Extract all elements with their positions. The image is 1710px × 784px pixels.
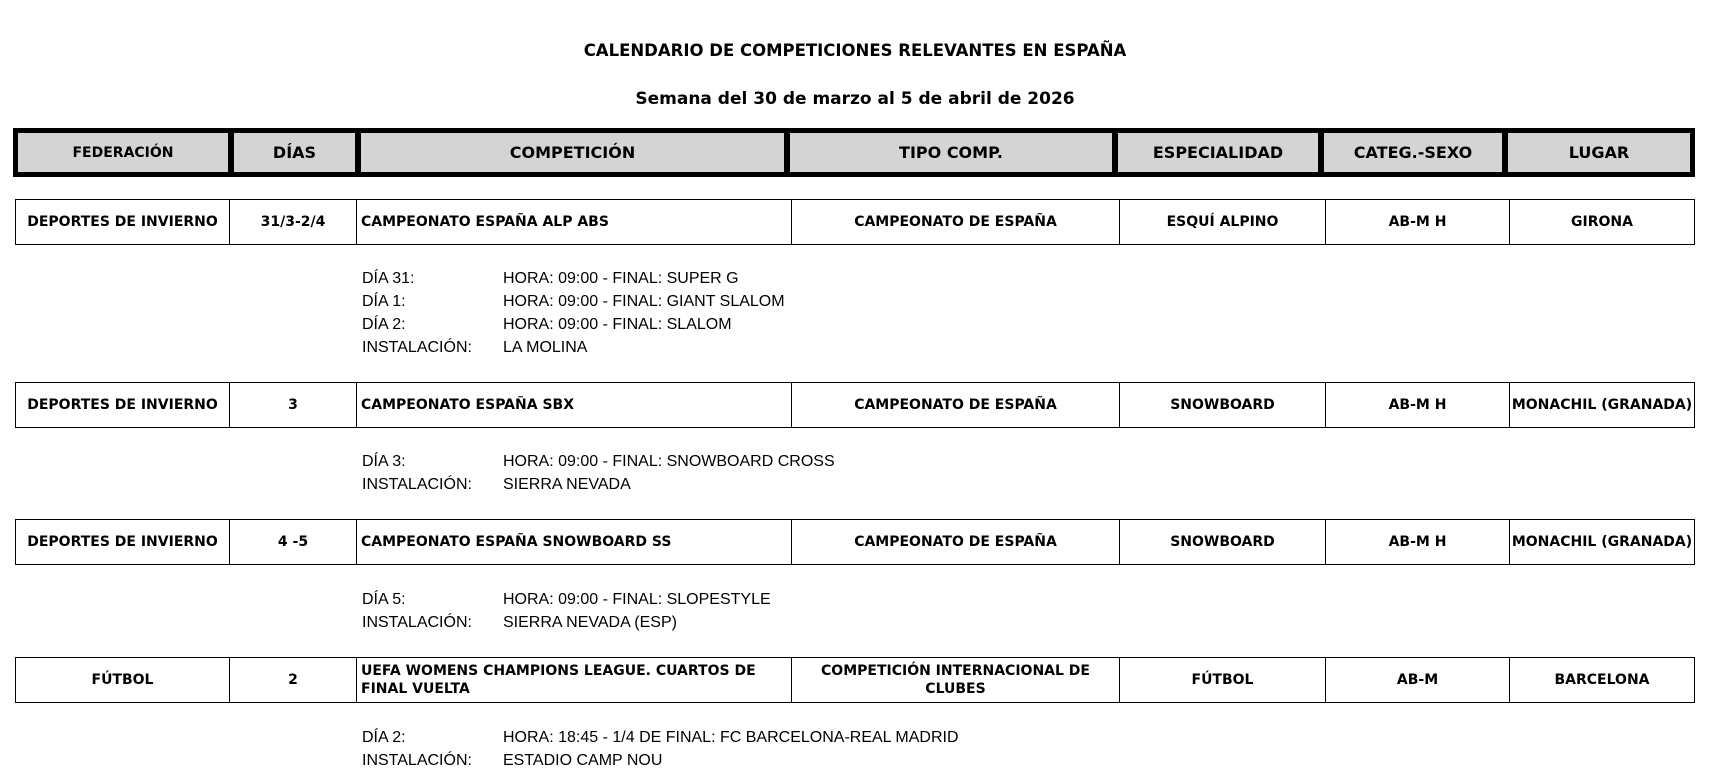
cell-lugar: BARCELONA: [1509, 658, 1695, 702]
detail-value: HORA: 09:00 - FINAL: SUPER G: [503, 270, 739, 287]
cell-especialidad: FÚTBOL: [1119, 658, 1325, 702]
header-competicion: COMPETICIÓN: [361, 133, 784, 172]
header-especialidad: ESPECIALIDAD: [1118, 133, 1318, 172]
detail-value: HORA: 09:00 - FINAL: SNOWBOARD CROSS: [503, 453, 835, 470]
table-row: [15, 382, 1695, 428]
cell-dias: 4 -5: [229, 520, 356, 564]
cell-lugar: MONACHIL (GRANADA): [1509, 520, 1695, 564]
cell-federacion: DEPORTES DE INVIERNO: [15, 383, 229, 427]
cell-competicion: CAMPEONATO ESPAÑA SNOWBOARD SS: [356, 520, 791, 564]
cell-tipo: CAMPEONATO DE ESPAÑA: [791, 200, 1119, 244]
cell-categoria: AB-M: [1325, 658, 1509, 702]
detail-label: INSTALACIÓN:: [362, 752, 472, 769]
cell-tipo: CAMPEONATO DE ESPAÑA: [791, 520, 1119, 564]
cell-lugar: GIRONA: [1509, 200, 1695, 244]
detail-value: HORA: 09:00 - FINAL: SLOPESTYLE: [503, 591, 771, 608]
header-categ-sexo: CATEG.-SEXO: [1324, 133, 1502, 172]
detail-label: DÍA 2:: [362, 316, 406, 333]
cell-categoria: AB-M H: [1325, 383, 1509, 427]
detail-value: HORA: 09:00 - FINAL: SLALOM: [503, 316, 732, 333]
header-lugar: LUGAR: [1508, 133, 1690, 172]
table-row: [15, 199, 1695, 245]
detail-label: INSTALACIÓN:: [362, 476, 472, 493]
table-row: [15, 657, 1695, 703]
cell-tipo: CAMPEONATO DE ESPAÑA: [791, 383, 1119, 427]
detail-label: INSTALACIÓN:: [362, 339, 472, 356]
table-header: [13, 128, 1695, 177]
cell-especialidad: SNOWBOARD: [1119, 520, 1325, 564]
detail-label: DÍA 2:: [362, 729, 406, 746]
header-tipo-comp: TIPO COMP.: [790, 133, 1112, 172]
detail-value: HORA: 18:45 - 1/4 DE FINAL: FC BARCELONA-REAL MADRID: [503, 729, 959, 746]
table-row: [15, 519, 1695, 565]
detail-value: SIERRA NEVADA: [503, 476, 631, 493]
cell-dias: 31/3-2/4: [229, 200, 356, 244]
detail-label: DÍA 1:: [362, 293, 406, 310]
cell-federacion: DEPORTES DE INVIERNO: [15, 520, 229, 564]
header-dias: DÍAS: [234, 133, 355, 172]
detail-value: HORA: 09:00 - FINAL: GIANT SLALOM: [503, 293, 785, 310]
cell-competicion: CAMPEONATO ESPAÑA SBX: [356, 383, 791, 427]
cell-lugar: MONACHIL (GRANADA): [1509, 383, 1695, 427]
cell-competicion: CAMPEONATO ESPAÑA ALP ABS: [356, 200, 791, 244]
cell-dias: 2: [229, 658, 356, 702]
detail-value: SIERRA NEVADA (ESP): [503, 614, 677, 631]
cell-especialidad: SNOWBOARD: [1119, 383, 1325, 427]
cell-dias: 3: [229, 383, 356, 427]
detail-value: ESTADIO CAMP NOU: [503, 752, 663, 769]
document-title: CALENDARIO DE COMPETICIONES RELEVANTES EN ESPAÑA: [583, 41, 1127, 60]
cell-tipo: COMPETICIÓN INTERNACIONAL DE CLUBES: [791, 658, 1119, 702]
detail-label: DÍA 5:: [362, 591, 406, 608]
cell-federacion: DEPORTES DE INVIERNO: [15, 200, 229, 244]
cell-competicion: UEFA WOMENS CHAMPIONS LEAGUE. CUARTOS DE FINAL VUELTA: [356, 658, 791, 702]
cell-categoria: AB-M H: [1325, 520, 1509, 564]
detail-label: DÍA 31:: [362, 270, 415, 287]
detail-label: DÍA 3:: [362, 453, 406, 470]
header-federacion: FEDERACIÓN: [18, 133, 228, 172]
cell-federacion: FÚTBOL: [15, 658, 229, 702]
detail-value: LA MOLINA: [503, 339, 588, 356]
detail-label: INSTALACIÓN:: [362, 614, 472, 631]
cell-especialidad: ESQUÍ ALPINO: [1119, 200, 1325, 244]
document-subtitle: Semana del 30 de marzo al 5 de abril de 2026: [635, 89, 1075, 109]
cell-categoria: AB-M H: [1325, 200, 1509, 244]
